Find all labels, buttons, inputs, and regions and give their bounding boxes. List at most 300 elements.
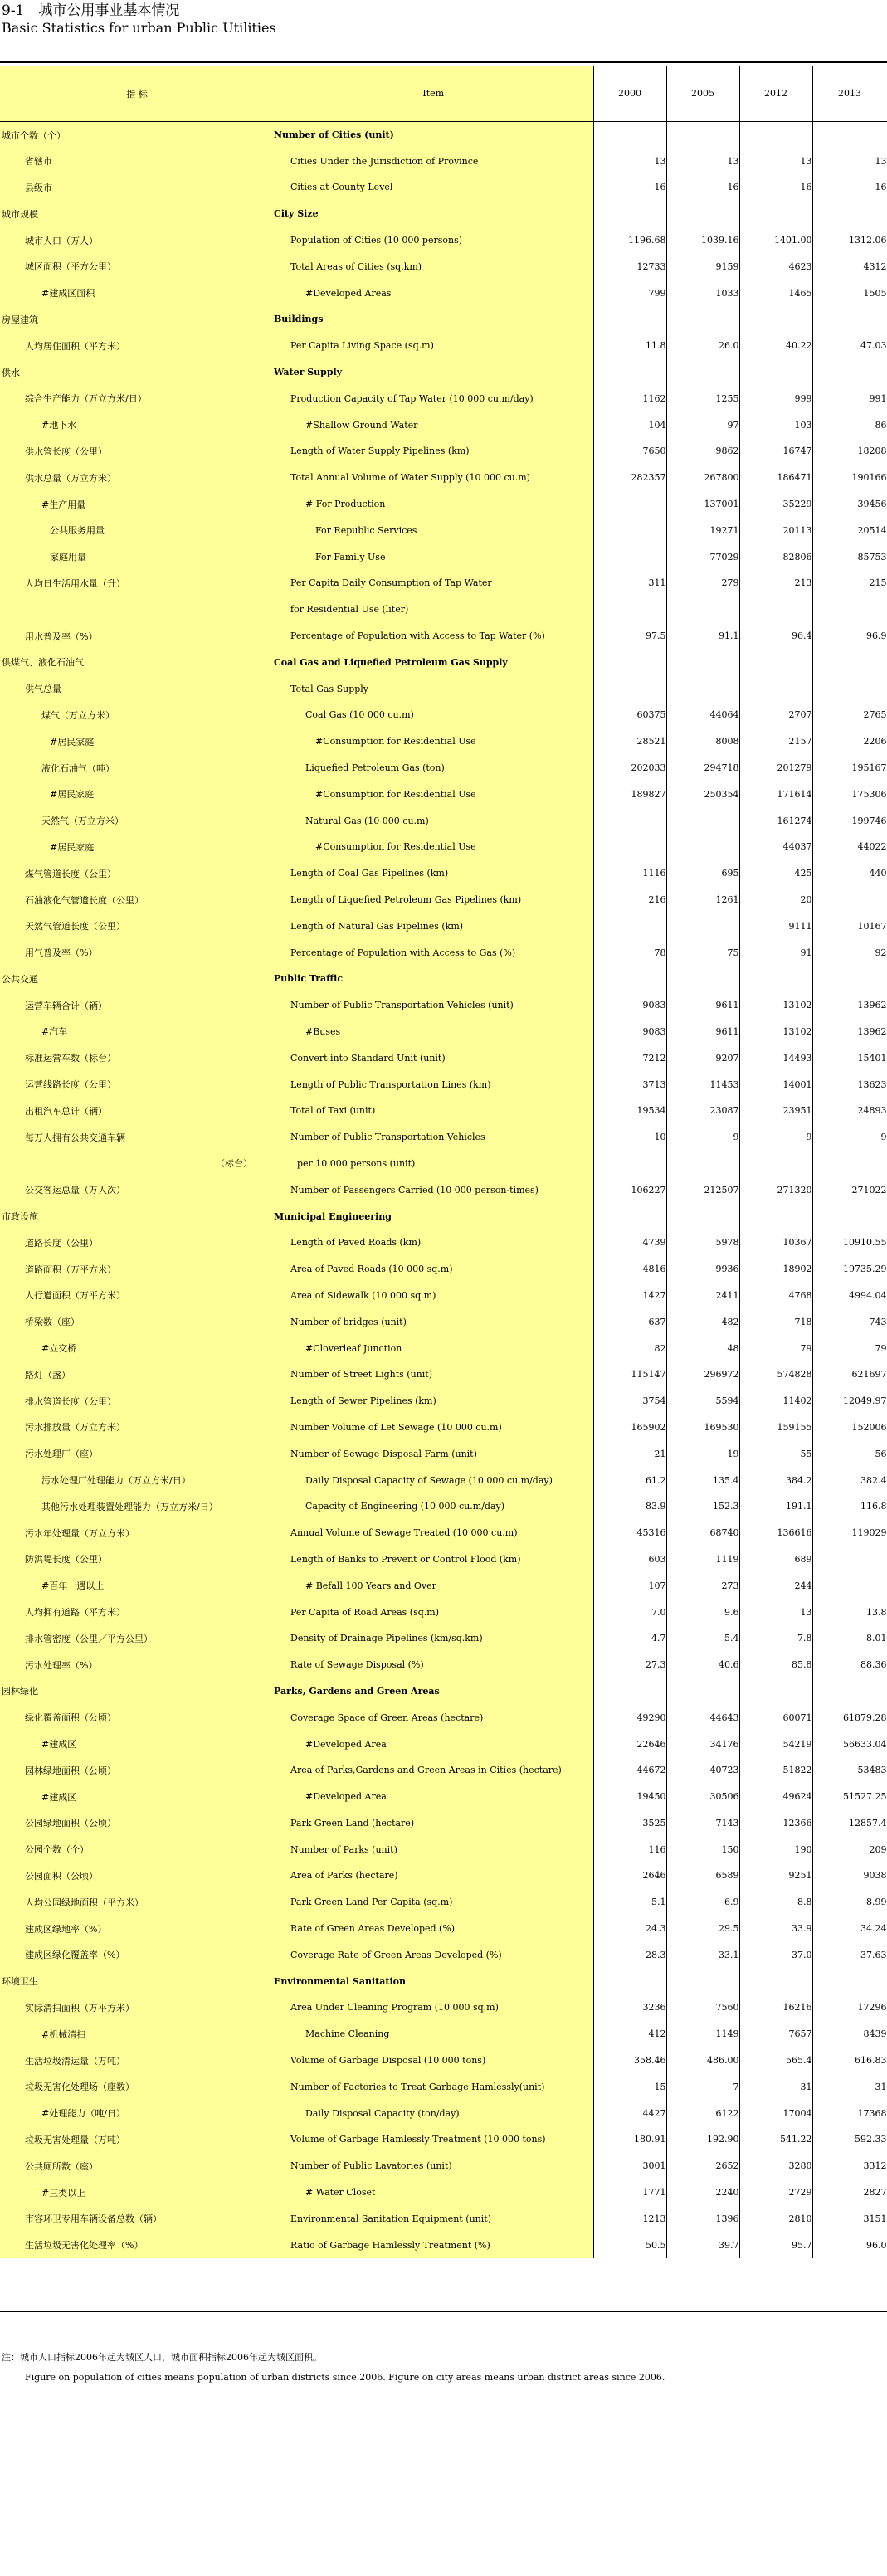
row-label-cn: #处理能力（吨/日） <box>0 2100 274 2126</box>
row-label-cn: 桥梁数（座） <box>0 1308 274 1335</box>
row-label-cn: 人均拥有道路（平方米） <box>0 1599 274 1625</box>
value-2005: 695 <box>666 860 739 887</box>
value-2005: 152.3 <box>666 1493 739 1520</box>
value-2013: 56633.04 <box>812 1731 887 1757</box>
row-label-cn: 城市个数（个） <box>0 122 274 149</box>
table-row <box>0 1836 887 1863</box>
row-label-cn: 污水处理厂处理能力（万立方米/日） <box>0 1467 274 1493</box>
table-row <box>0 860 887 887</box>
value-2005: 9862 <box>666 438 739 465</box>
value-2013 <box>812 306 887 333</box>
row-label-cn: 城市人口（万人） <box>0 227 274 254</box>
table-row <box>0 1916 887 1942</box>
row-label-cn: 公共厕所数（座） <box>0 2153 274 2179</box>
row-label-en: for Residential Use (liter) <box>274 597 593 623</box>
value-2013 <box>812 675 887 702</box>
value-2005 <box>666 597 739 623</box>
value-2012: 718 <box>739 1308 812 1335</box>
value-2012: 541.22 <box>739 2126 812 2153</box>
row-label-cn: 生活垃圾无害化处理率（%） <box>0 2232 274 2258</box>
row-label-en: Number of Street Lights (unit) <box>274 1361 593 1388</box>
value-2013: 621697 <box>812 1361 887 1388</box>
row-label-en: per 10 000 persons (unit) <box>274 1151 593 1177</box>
table-row <box>0 148 887 174</box>
value-2000: 21 <box>593 1440 666 1467</box>
row-label-en: Coverage Space of Green Areas (hectare) <box>274 1704 593 1731</box>
value-2012: 35229 <box>739 491 812 518</box>
row-label-en: #Buses <box>274 1019 593 1045</box>
value-2013: 1505 <box>812 280 887 306</box>
value-2005: 9207 <box>666 1045 739 1071</box>
table-row <box>0 966 887 992</box>
value-2012: 271320 <box>739 1176 812 1203</box>
row-label-cn: #生产用量 <box>0 491 274 518</box>
value-2000 <box>593 966 666 992</box>
row-label-cn: 建成区绿地率（%） <box>0 1916 274 1942</box>
value-2012: 2729 <box>739 2179 812 2206</box>
value-2013: 53483 <box>812 1757 887 1784</box>
value-2000: 3525 <box>593 1810 666 1837</box>
row-label-cn: 公交客运总量（万人次） <box>0 1176 274 1203</box>
table-row <box>0 201 887 227</box>
value-2000: 165902 <box>593 1415 666 1441</box>
value-2000 <box>593 1151 666 1177</box>
value-2013: 10167 <box>812 913 887 939</box>
value-2000: 50.5 <box>593 2232 666 2258</box>
row-label-cn: 公园面积（公顷） <box>0 1863 274 1889</box>
row-label-cn: 出租汽车总计（辆） <box>0 1098 274 1124</box>
row-label-cn: #建成区 <box>0 1784 274 1810</box>
value-2000: 202033 <box>593 755 666 782</box>
value-2012: 37.0 <box>739 1941 812 1968</box>
value-2005 <box>666 834 739 860</box>
value-2005: 279 <box>666 570 739 597</box>
row-label-en: Coal Gas and Liquefied Petroleum Gas Supply <box>274 649 593 675</box>
value-2013 <box>812 359 887 386</box>
row-label-en: Environmental Sanitation <box>274 1968 593 1994</box>
row-label-cn: 公共服务用量 <box>0 517 274 543</box>
row-label-en: Population of Cities (10 000 persons) <box>274 227 593 254</box>
table-row <box>0 1731 887 1757</box>
value-2005: 23087 <box>666 1098 739 1124</box>
value-2005: 2240 <box>666 2179 739 2206</box>
table-row <box>0 1440 887 1467</box>
row-label-cn: 城市规模 <box>0 201 274 227</box>
row-label-cn: 生活垃圾清运量（万吨） <box>0 2048 274 2074</box>
row-label-cn: 垃圾无害处理量（万吨） <box>0 2126 274 2153</box>
row-label-en: Coverage Rate of Green Areas Developed (%) <box>274 1941 593 1968</box>
value-2005: 9611 <box>666 992 739 1019</box>
row-label-cn: #居民家庭 <box>0 728 274 755</box>
row-label-cn: 市容环卫专用车辆设备总数（辆） <box>0 2205 274 2232</box>
table-row <box>0 597 887 623</box>
table-row <box>0 491 887 518</box>
value-2012: 17004 <box>739 2100 812 2126</box>
value-2000: 107 <box>593 1572 666 1599</box>
row-label-cn: #建成区 <box>0 1731 274 1757</box>
value-2000: 2646 <box>593 1863 666 1889</box>
row-label-en: For Family Use <box>274 543 593 570</box>
row-label-en: Number Volume of Let Sewage (10 000 cu.m) <box>274 1415 593 1441</box>
value-2012: 44037 <box>739 834 812 860</box>
value-2013: 271022 <box>812 1176 887 1203</box>
value-2013: 116.8 <box>812 1493 887 1520</box>
table-row <box>0 1572 887 1599</box>
row-label-cn: 道路面积（万平方米） <box>0 1256 274 1283</box>
value-2005: 6122 <box>666 2100 739 2126</box>
value-2000: 1196.68 <box>593 227 666 254</box>
table-title-cn: 9-1 城市公用事业基本情况 <box>2 2 180 19</box>
value-2012: 13 <box>739 1599 812 1625</box>
value-2005 <box>666 1151 739 1177</box>
row-label-cn: （标台） <box>0 1151 274 1177</box>
value-2005: 267800 <box>666 465 739 491</box>
row-label-cn: 供气总量 <box>0 675 274 702</box>
value-2000 <box>593 1203 666 1230</box>
row-label-en: Length of Coal Gas Pipelines (km) <box>274 860 593 887</box>
value-2013: 3151 <box>812 2205 887 2232</box>
row-label-cn: 煤气管道长度（公里） <box>0 860 274 887</box>
value-2013: 8.99 <box>812 1889 887 1916</box>
row-label-en: Number of Parks (unit) <box>274 1836 593 1863</box>
top-rule <box>0 61 887 63</box>
value-2013: 2765 <box>812 702 887 728</box>
row-label-en: Park Green Land (hectare) <box>274 1810 593 1837</box>
value-2000: 3236 <box>593 1994 666 2021</box>
value-2005: 7143 <box>666 1810 739 1837</box>
value-2012 <box>739 1968 812 1994</box>
value-2012: 2707 <box>739 702 812 728</box>
row-label-en: Area of Sidewalk (10 000 sq.m) <box>274 1283 593 1309</box>
value-2000 <box>593 597 666 623</box>
table-row <box>0 1678 887 1705</box>
row-label-en: Number of Public Transportation Vehicles <box>274 1124 593 1151</box>
table-row <box>0 1308 887 1335</box>
value-2012 <box>739 1678 812 1705</box>
value-2012: 159155 <box>739 1415 812 1441</box>
table-row <box>0 1203 887 1230</box>
value-2013: 13962 <box>812 992 887 1019</box>
value-2000: 216 <box>593 887 666 913</box>
value-2000 <box>593 543 666 570</box>
value-2000: 9083 <box>593 1019 666 1045</box>
value-2012 <box>739 966 812 992</box>
value-2005: 212507 <box>666 1176 739 1203</box>
table-row <box>0 1863 887 1889</box>
row-label-cn: 市政设施 <box>0 1203 274 1230</box>
row-label-en: Total of Taxi (unit) <box>274 1098 593 1124</box>
value-2013: 10910.55 <box>812 1230 887 1256</box>
row-label-cn: 环境卫生 <box>0 1968 274 1994</box>
table-row <box>0 913 887 939</box>
value-2005 <box>666 649 739 675</box>
row-label-en: Total Areas of Cities (sq.km) <box>274 253 593 280</box>
row-label-en: For Republic Services <box>274 517 593 543</box>
value-2005 <box>666 201 739 227</box>
value-2000: 61.2 <box>593 1467 666 1493</box>
value-2013 <box>812 201 887 227</box>
row-label-en: Volume of Garbage Hamlessly Treatment (10 000 tons) <box>274 2126 593 2153</box>
row-label-en: Total Annual Volume of Water Supply (10 000 cu.m) <box>274 465 593 491</box>
value-2013: 56 <box>812 1440 887 1467</box>
value-2013: 8.01 <box>812 1625 887 1652</box>
header-year-2000: 2000 <box>593 66 666 122</box>
row-label-en: # Befall 100 Years and Over <box>274 1572 593 1599</box>
value-2000: 311 <box>593 570 666 597</box>
value-2005 <box>666 306 739 333</box>
value-2013: 9038 <box>812 1863 887 1889</box>
value-2000: 44672 <box>593 1757 666 1784</box>
row-label-cn: 天然气管道长度（公里） <box>0 913 274 939</box>
value-2012: 7657 <box>739 2021 812 2048</box>
row-label-cn: 供水 <box>0 359 274 386</box>
value-2005: 135.4 <box>666 1467 739 1493</box>
value-2012 <box>739 359 812 386</box>
value-2000 <box>593 913 666 939</box>
value-2012: 1465 <box>739 280 812 306</box>
value-2013: 20514 <box>812 517 887 543</box>
row-label-cn: 人均居住面积（平方米） <box>0 333 274 359</box>
row-label-cn: 园林绿化 <box>0 1678 274 1705</box>
value-2005 <box>666 966 739 992</box>
value-2012: 161274 <box>739 807 812 834</box>
table-row <box>0 1415 887 1441</box>
value-2012 <box>739 597 812 623</box>
value-2005: 5978 <box>666 1230 739 1256</box>
value-2012: 4768 <box>739 1283 812 1309</box>
value-2005: 1255 <box>666 385 739 411</box>
row-label-en: Length of Liquefied Petroleum Gas Pipelines (km) <box>274 887 593 913</box>
table-row <box>0 2179 887 2206</box>
row-label-cn: 标准运营车数（标台） <box>0 1045 274 1071</box>
row-label-en: Area of Paved Roads (10 000 sq.m) <box>274 1256 593 1283</box>
table-row <box>0 411 887 438</box>
table-row <box>0 702 887 728</box>
table-row <box>0 675 887 702</box>
value-2013: 24893 <box>812 1098 887 1124</box>
value-2000 <box>593 491 666 518</box>
row-label-cn: 运营线路长度（公里） <box>0 1071 274 1098</box>
row-label-en: Percentage of Population with Access to Tap Water (%) <box>274 623 593 650</box>
table-row <box>0 1546 887 1573</box>
value-2012: 2810 <box>739 2205 812 2232</box>
value-2005: 2652 <box>666 2153 739 2179</box>
value-2012: 18902 <box>739 1256 812 1283</box>
row-label-cn: 垃圾无害化处理场（座数） <box>0 2073 274 2100</box>
table-row <box>0 834 887 860</box>
value-2000: 1427 <box>593 1283 666 1309</box>
value-2013: 34.24 <box>812 1916 887 1942</box>
table-row <box>0 122 887 149</box>
row-label-cn: 道路长度（公里） <box>0 1230 274 1256</box>
value-2000: 799 <box>593 280 666 306</box>
value-2005 <box>666 913 739 939</box>
page-header <box>2 0 276 37</box>
value-2013: 12049.97 <box>812 1388 887 1415</box>
row-label-en: #Cloverleaf Junction <box>274 1335 593 1361</box>
table-row <box>0 755 887 782</box>
value-2005: 150 <box>666 1836 739 1863</box>
value-2005 <box>666 359 739 386</box>
table-row <box>0 306 887 333</box>
value-2013: 19735.29 <box>812 1256 887 1283</box>
bottom-rule <box>0 2311 887 2312</box>
value-2012: 96.4 <box>739 623 812 650</box>
value-2013: 119029 <box>812 1520 887 1546</box>
table-row <box>0 1098 887 1124</box>
table-row <box>0 1230 887 1256</box>
value-2013: 4312 <box>812 253 887 280</box>
row-label-en: Natural Gas (10 000 cu.m) <box>274 807 593 834</box>
value-2005: 2411 <box>666 1283 739 1309</box>
table-row <box>0 1283 887 1309</box>
value-2013: 743 <box>812 1308 887 1335</box>
row-label-en: Area of Parks (hectare) <box>274 1863 593 1889</box>
value-2013: 37.63 <box>812 1941 887 1968</box>
row-label-cn: 综合生产能力（万立方米/日） <box>0 385 274 411</box>
row-label-cn: 家庭用量 <box>0 543 274 570</box>
value-2013: 3312 <box>812 2153 887 2179</box>
value-2000: 603 <box>593 1546 666 1573</box>
value-2000: 7650 <box>593 438 666 465</box>
row-label-cn: 公共交通 <box>0 966 274 992</box>
value-2000: 10 <box>593 1124 666 1151</box>
row-label-cn: 污水排放量（万立方米） <box>0 1415 274 1441</box>
value-2012: 425 <box>739 860 812 887</box>
row-label-en: Environmental Sanitation Equipment (unit) <box>274 2205 593 2232</box>
value-2005 <box>666 122 739 149</box>
row-label-en: Daily Disposal Capacity (ton/day) <box>274 2100 593 2126</box>
value-2013 <box>812 649 887 675</box>
value-2005: 486.00 <box>666 2048 739 2074</box>
value-2000 <box>593 517 666 543</box>
value-2013: 44022 <box>812 834 887 860</box>
value-2005 <box>666 1678 739 1705</box>
value-2000: 49290 <box>593 1704 666 1731</box>
value-2005: 273 <box>666 1572 739 1599</box>
table-row <box>0 1493 887 1520</box>
value-2000: 28521 <box>593 728 666 755</box>
row-label-cn: #百年一遇以上 <box>0 1572 274 1599</box>
value-2013 <box>812 122 887 149</box>
value-2005: 8008 <box>666 728 739 755</box>
value-2000: 19534 <box>593 1098 666 1124</box>
value-2012 <box>739 306 812 333</box>
value-2005: 19 <box>666 1440 739 1467</box>
value-2005: 296972 <box>666 1361 739 1388</box>
row-label-en: Per Capita Living Space (sq.m) <box>274 333 593 359</box>
value-2012: 9111 <box>739 913 812 939</box>
value-2005: 294718 <box>666 755 739 782</box>
row-label-en: Park Green Land Per Capita (sq.m) <box>274 1889 593 1916</box>
value-2000: 45316 <box>593 1520 666 1546</box>
row-label-cn: 路灯（盏） <box>0 1361 274 1388</box>
value-2013: 96.0 <box>812 2232 887 2258</box>
value-2005: 5.4 <box>666 1625 739 1652</box>
row-label-en: Length of Paved Roads (km) <box>274 1230 593 1256</box>
table-row <box>0 570 887 597</box>
value-2013: 440 <box>812 860 887 887</box>
value-2000: 116 <box>593 1836 666 1863</box>
value-2013 <box>812 1203 887 1230</box>
value-2012: 11402 <box>739 1388 812 1415</box>
value-2000 <box>593 306 666 333</box>
value-2013: 13 <box>812 148 887 174</box>
value-2013: 96.9 <box>812 623 887 650</box>
value-2000: 13 <box>593 148 666 174</box>
row-label-cn: 液化石油气（吨） <box>0 755 274 782</box>
row-label-en: #Consumption for Residential Use <box>274 728 593 755</box>
table-row <box>0 1520 887 1546</box>
value-2005: 34176 <box>666 1731 739 1757</box>
table-row <box>0 1388 887 1415</box>
table-row <box>0 1124 887 1151</box>
value-2012: 60071 <box>739 1704 812 1731</box>
value-2013: 215 <box>812 570 887 597</box>
value-2005: 11453 <box>666 1071 739 1098</box>
value-2012: 10367 <box>739 1230 812 1256</box>
value-2005: 9936 <box>666 1256 739 1283</box>
row-label-en: #Developed Areas <box>274 280 593 306</box>
table-row <box>0 2153 887 2179</box>
value-2012 <box>739 675 812 702</box>
value-2012: 3280 <box>739 2153 812 2179</box>
value-2012: 574828 <box>739 1361 812 1388</box>
row-label-en: Length of Public Transportation Lines (km) <box>274 1071 593 1098</box>
row-label-en: #Consumption for Residential Use <box>274 781 593 807</box>
row-label-cn: #汽车 <box>0 1019 274 1045</box>
value-2000: 637 <box>593 1308 666 1335</box>
value-2005: 9.6 <box>666 1599 739 1625</box>
value-2013: 17296 <box>812 1994 887 2021</box>
row-label-en: Water Supply <box>274 359 593 386</box>
value-2005: 482 <box>666 1308 739 1335</box>
value-2005: 1119 <box>666 1546 739 1573</box>
value-2005: 33.1 <box>666 1941 739 1968</box>
value-2012: 51822 <box>739 1757 812 1784</box>
table-row <box>0 1045 887 1071</box>
value-2013 <box>812 1151 887 1177</box>
value-2012: 14493 <box>739 1045 812 1071</box>
value-2013 <box>812 1678 887 1705</box>
value-2013 <box>812 1546 887 1573</box>
value-2013: 152006 <box>812 1415 887 1441</box>
row-label-en: Coal Gas (10 000 cu.m) <box>274 702 593 728</box>
value-2000 <box>593 807 666 834</box>
value-2005: 1396 <box>666 2205 739 2232</box>
value-2012 <box>739 1203 812 1230</box>
value-2012: 244 <box>739 1572 812 1599</box>
table-row <box>0 1968 887 1994</box>
value-2013: 39456 <box>812 491 887 518</box>
value-2013: 195167 <box>812 755 887 782</box>
value-2000: 1116 <box>593 860 666 887</box>
row-label-en: Machine Cleaning <box>274 2021 593 2048</box>
row-label-en: Length of Water Supply Pipelines (km) <box>274 438 593 465</box>
value-2013 <box>812 597 887 623</box>
table-row <box>0 1941 887 1968</box>
row-label-en: Annual Volume of Sewage Treated (10 000 cu.m) <box>274 1520 593 1546</box>
value-2012: 79 <box>739 1335 812 1361</box>
table-row <box>0 1784 887 1810</box>
value-2012: 49624 <box>739 1784 812 1810</box>
value-2012: 14001 <box>739 1071 812 1098</box>
value-2000 <box>593 1678 666 1705</box>
value-2013: 4994.04 <box>812 1283 887 1309</box>
value-2012: 31 <box>739 2073 812 2100</box>
value-2005: 29.5 <box>666 1916 739 1942</box>
value-2000: 5.1 <box>593 1889 666 1916</box>
